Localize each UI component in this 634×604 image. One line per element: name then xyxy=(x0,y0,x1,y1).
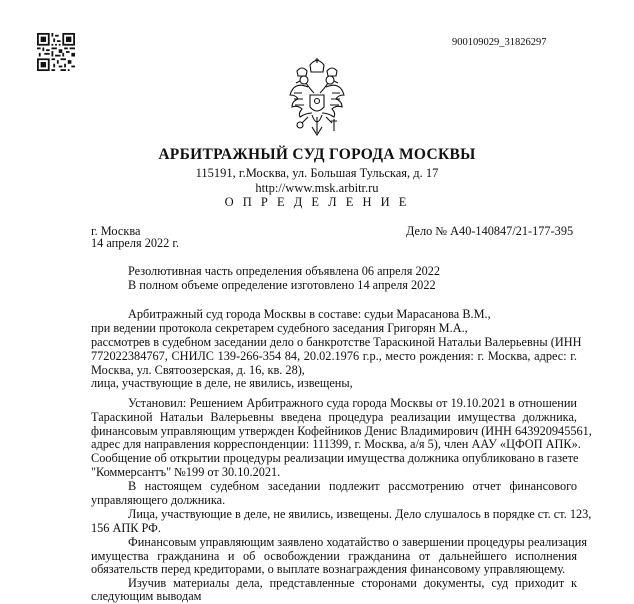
announcement-line: Резолютивная часть определения объявлена 06 апреля 2022 xyxy=(128,264,441,278)
body-line: 772022384767, СНИЛС 139-266-354 84, 20.02.1976 г.р., место рождения: г. Москва, адрес: г. xyxy=(91,349,577,363)
announcement-line: В полном объеме определение изготовлено 14 апреля 2022 xyxy=(128,278,436,292)
body-line: Москва, ул. Святоозерская, д. 16, кв. 28), xyxy=(91,363,305,377)
body-line: управляющего должника. xyxy=(91,493,226,507)
body-line: Тараскиной Натальи Валерьевны введена процедура реализации имущества должника, xyxy=(91,410,577,424)
body-line: Лица, участвующие в деле, не явились, извещены. Дело слушалось в порядке ст. ст. 123, xyxy=(128,507,592,521)
body-line: лица, участвующие в деле, не явились, извещены, xyxy=(91,376,353,390)
body-line: Финансовым управляющим заявлено ходатайство о завершении процедуры реализация xyxy=(128,535,587,549)
document-type-heading: О П Р Е Д Е Л Е Н И Е xyxy=(224,195,410,209)
body-line: рассмотрев в судебном заседании дело о банкротстве Тараскиной Натальи Валерьевны (ИНН xyxy=(91,335,582,349)
body-line: 156 АПК РФ. xyxy=(91,521,161,535)
body-line: Изучив материалы дела, представленные сторонами документы, суд приходит к xyxy=(128,576,577,590)
body-line: Арбитражный суд города Москвы в составе: судьи Марасанова В.М., xyxy=(128,307,491,321)
coat-of-arms-emblem xyxy=(288,57,346,141)
body-line: при ведении протокола секретарем судебного заседания Григорян М.А., xyxy=(91,321,468,335)
body-line: Установил: Решением Арбитражного суда города Москвы от 19.10.2021 в отношении xyxy=(128,396,577,410)
body-line: следующим выводам xyxy=(91,589,202,603)
document-barcode-number: 900109029_31826297 xyxy=(452,37,547,48)
body-line: обязательств перед кредиторами, о выплате вознаграждения финансовому управляющему. xyxy=(91,562,566,576)
city: г. Москва xyxy=(91,224,141,238)
body-line: Сообщение об открытии процедуры реализации имущества должника опубликовано в газете xyxy=(91,451,579,465)
court-name: АРБИТРАЖНЫЙ СУД ГОРОДА МОСКВЫ xyxy=(158,146,476,163)
court-website-link[interactable]: http://www.msk.arbitr.ru xyxy=(255,181,379,195)
document-date: 14 апреля 2022 г. xyxy=(91,236,180,250)
court-address: 115191, г.Москва, ул. Большая Тульская, д. 17 xyxy=(195,166,439,180)
body-line: "Коммерсантъ" №199 от 30.10.2021. xyxy=(91,465,281,479)
body-line: имущества гражданина и об освобождении гражданина от дальнейшего исполнения xyxy=(91,549,577,563)
case-number: Дело № А40-140847/21-177-395 xyxy=(406,224,574,238)
qr-code xyxy=(37,33,75,71)
body-line: адрес для направления корреспонденции: 111399, г. Москва, а/я 5), член ААУ «ЦФОП АПК». xyxy=(91,437,581,451)
body-line: финансовым управляющим утвержден Кофейников Денис Владимирович (ИНН 643920945561, xyxy=(91,424,592,438)
body-line: В настоящем судебном заседании подлежит рассмотрению отчет финансового xyxy=(128,479,577,493)
